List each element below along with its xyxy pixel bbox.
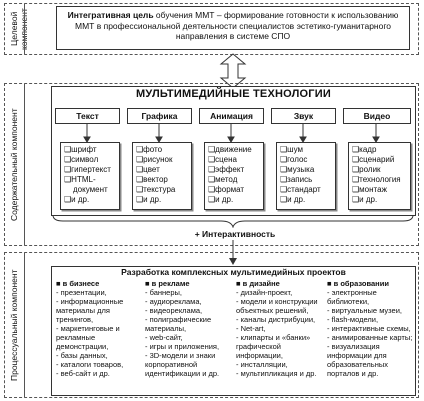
list-item: ❑символ	[64, 155, 99, 164]
list-item: ❑и др.	[136, 195, 162, 204]
list-item: ❑голос	[280, 155, 308, 164]
list-item: ❑формат	[208, 185, 245, 194]
process-col-head: ■ в рекламе	[145, 279, 190, 288]
items-graphics	[132, 142, 192, 210]
list-item: - игры и приложения,	[145, 342, 220, 351]
process-col-head: ■ в образовании	[327, 279, 389, 288]
list-item: ❑цвет	[136, 165, 160, 174]
list-item: ❑эффект	[208, 165, 245, 174]
content-side-label: Содержательный компонент	[9, 108, 19, 221]
list-item: ❑монтаж	[352, 185, 387, 194]
list-item: рекламные	[56, 333, 96, 342]
curly-brace	[51, 214, 416, 228]
list-item: - каталоги товаров,	[56, 360, 124, 369]
list-item: - визуализация	[327, 342, 380, 351]
goal-bold: Интегративная цель	[67, 10, 154, 20]
list-item: ❑ролик	[352, 165, 381, 174]
items-video	[348, 142, 411, 210]
list-item: ❑и др.	[280, 195, 306, 204]
list-item: порталов и др.	[327, 369, 379, 378]
list-item: - виртуальные музеи,	[327, 306, 402, 315]
list-item: ❑кадр	[352, 145, 377, 154]
list-item: - информационные	[56, 297, 124, 306]
list-item: - Net-art,	[236, 324, 266, 333]
list-item: - интерактивные схемы,	[327, 324, 411, 333]
list-item: ❑фото	[136, 145, 163, 154]
list-item: ❑сцена	[208, 155, 237, 164]
list-item: корпоративной	[145, 360, 198, 369]
list-item: - полиграфические	[145, 315, 212, 324]
list-item: - web-сайт,	[145, 333, 183, 342]
list-item: ❑сценарий	[352, 155, 395, 164]
goal-box	[56, 6, 410, 50]
items-text	[60, 142, 120, 210]
goal-text: обучения ММТ – формирование готовности к использованию ММТ в профессиональной деятельности специалистов эстетико-гуманитарного направления в системе СПО	[75, 10, 399, 41]
list-item: идентификации и др.	[145, 369, 220, 378]
list-item: ❑и др.	[208, 195, 234, 204]
list-item: - анимированные карты;	[327, 333, 413, 342]
list-item: ❑музыка	[280, 165, 315, 174]
target-side-label: Целевой компонент	[9, 8, 29, 50]
list-item: ❑технология	[352, 175, 401, 184]
list-item: ❑и др.	[352, 195, 378, 204]
column-head-sound: Звук	[271, 108, 336, 124]
process-col-business	[56, 279, 142, 378]
content-side-divider	[24, 84, 25, 245]
list-item: ❑запись	[280, 175, 313, 184]
process-col-head: ■ в бизнесе	[56, 279, 100, 288]
column-head-animation: Анимация	[199, 108, 264, 124]
target-side-divider	[24, 4, 25, 54]
list-item: - каналы дистрибуции,	[236, 315, 316, 324]
process-title: Разработка комплексных мультимедийных проектов	[121, 267, 346, 277]
column-head-text: Текст	[55, 108, 120, 124]
list-item: демонстрации,	[56, 342, 109, 351]
list-item: - flash-модели,	[327, 315, 379, 324]
list-item: - электронные	[327, 288, 377, 297]
list-item: ❑HTML-	[64, 175, 96, 184]
process-col-education	[327, 279, 415, 378]
list-item: информации для	[327, 351, 387, 360]
list-item: - 3D-модели и знаки	[145, 351, 216, 360]
list-item: тренингов,	[56, 315, 94, 324]
list-item: - дизайн-проект,	[236, 288, 293, 297]
list-item: ❑стандарт	[280, 185, 321, 194]
list-item: материалы,	[145, 324, 187, 333]
list-item: ❑рисунок	[136, 155, 173, 164]
column-connectors	[51, 124, 416, 144]
column-head-graphics: Графика	[127, 108, 192, 124]
process-col-advertising	[145, 279, 233, 378]
list-item: - инсталляции,	[236, 360, 288, 369]
list-item: - мультипликация и др.	[236, 369, 317, 378]
process-side-label: Процессуальный компонент	[9, 269, 19, 381]
list-item: ❑шум	[280, 145, 303, 154]
list-item: - презентации,	[56, 288, 107, 297]
process-col-design	[236, 279, 324, 378]
list-item: ❑движение	[208, 145, 252, 154]
items-animation	[204, 142, 264, 210]
list-item: - модели и конструкции	[236, 297, 318, 306]
process-side-divider	[24, 253, 25, 397]
items-sound	[276, 142, 336, 210]
mt-title: МУЛЬТИМЕДИЙНЫЕ ТЕХНОЛОГИИ	[136, 88, 331, 100]
list-item: материалы для	[56, 306, 110, 315]
list-item: образовательных	[327, 360, 388, 369]
list-item: ❑шрифт	[64, 145, 97, 154]
list-item: библиотеки,	[327, 297, 370, 306]
list-item: - клипарты и «банки»	[236, 333, 311, 342]
list-item: графической	[236, 342, 281, 351]
list-item: - аудиореклама,	[145, 297, 202, 306]
list-item: ❑вектор	[136, 175, 168, 184]
list-item: ❑метод	[208, 175, 238, 184]
list-item: - веб-сайт и др.	[56, 369, 110, 378]
list-item: ❑гипертекст	[64, 165, 111, 174]
list-item: ❑текстура	[136, 185, 176, 194]
list-item: информации,	[236, 351, 283, 360]
list-item: - видеореклама,	[145, 306, 203, 315]
list-item: объектных решений,	[236, 306, 309, 315]
list-item: документ	[73, 185, 108, 194]
interactivity-label: + Интерактивность	[194, 229, 276, 239]
list-item: ❑и др.	[64, 195, 90, 204]
list-item: - маркетинговые и	[56, 324, 120, 333]
column-head-video: Видео	[343, 108, 411, 124]
list-item: - базы данных,	[56, 351, 108, 360]
list-item: - баннеры,	[145, 288, 182, 297]
process-col-head: ■ в дизайне	[236, 279, 280, 288]
